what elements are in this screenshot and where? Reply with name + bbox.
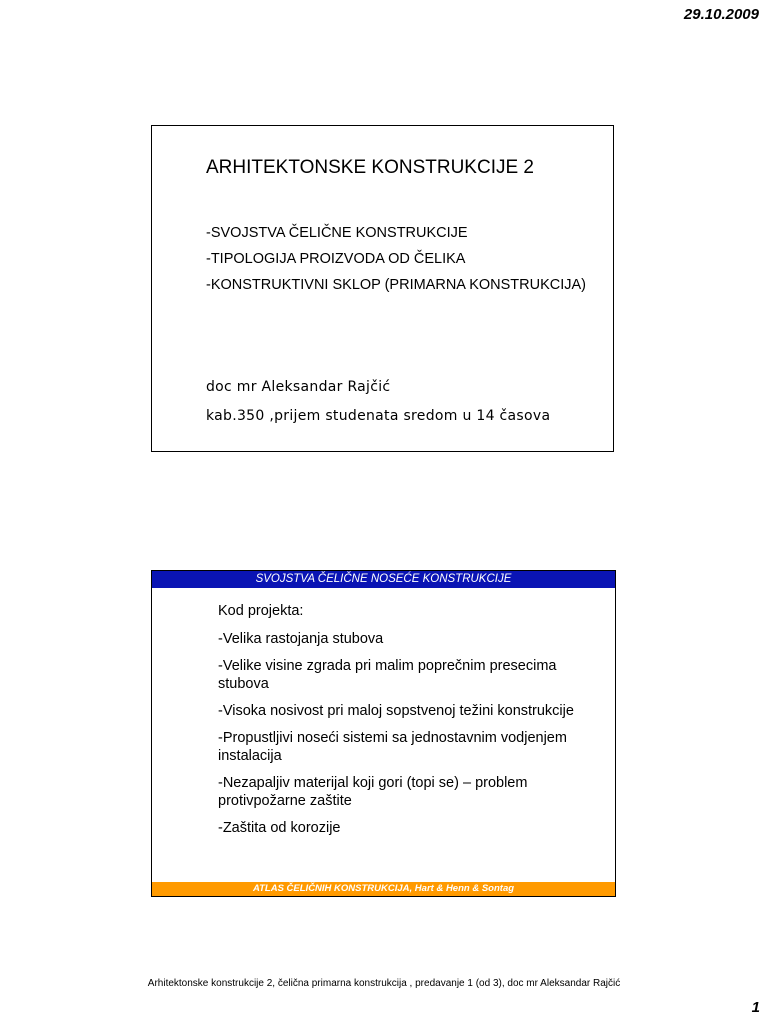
topic-item: -SVOJSTVA ČELIČNE KONSTRUKCIJE — [206, 225, 468, 241]
office-hours: kab.350 ,prijem studenata sredom u 14 časova — [206, 408, 551, 424]
page-date: 29.10.2009 — [683, 6, 759, 23]
title-slide — [151, 125, 614, 452]
topic-item: -TIPOLOGIJA PROIZVODA OD ČELIKA — [206, 251, 466, 267]
topic-list — [206, 225, 586, 303]
list-item: -Velike visine zgrada pri malim poprečnim presecima stubova — [218, 658, 557, 692]
slide-title: ARHITEKTONSKE KONSTRUKCIJE 2 — [206, 157, 534, 178]
intro-text: Kod projekta: — [218, 603, 304, 619]
slide-footer-bar: ATLAS ČELIČNIH KONSTRUKCIJA, Hart & Henn & Sontag — [152, 882, 615, 896]
properties-slide — [151, 570, 616, 897]
properties-list — [218, 630, 588, 846]
list-item: -Visoka nosivost pri maloj sopstvenoj težini konstrukcije — [218, 703, 574, 719]
list-item: -Zaštita od korozije — [218, 820, 341, 836]
author: doc mr Aleksandar Rajčić — [206, 379, 391, 395]
page-footer: Arhitektonske konstrukcije 2, čelična primarna konstrukcija , predavanje 1 (od 3), doc mr Aleksandar Rajčić — [147, 978, 621, 989]
list-item: -Propustljivi noseći sistemi sa jednostavnim vodjenjem instalacija — [218, 730, 567, 764]
list-item: -Nezapaljiv materijal koji gori (topi se) – problem protivpožarne zaštite — [218, 775, 528, 809]
slide-header-bar: SVOJSTVA ČELIČNE NOSEĆE KONSTRUKCIJE — [152, 571, 615, 588]
list-item: -Velika rastojanja stubova — [218, 631, 384, 647]
topic-item: -KONSTRUKTIVNI SKLOP (PRIMARNA KONSTRUKCIJA) — [206, 277, 587, 293]
page-number: 1 — [751, 999, 760, 1016]
